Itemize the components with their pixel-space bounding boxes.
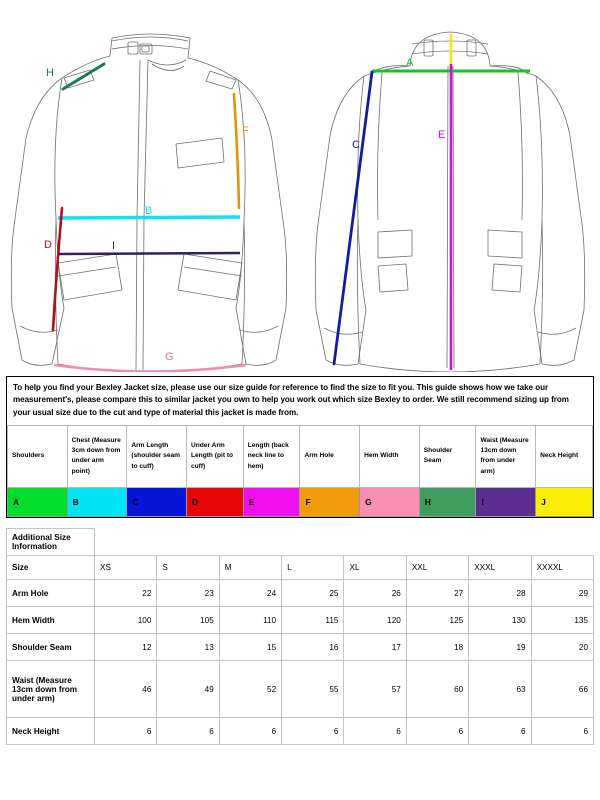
size-label: Size <box>7 556 95 580</box>
cell-value: 57 <box>344 661 406 718</box>
front-marker-B <box>58 205 240 218</box>
front-marker-F <box>234 94 249 208</box>
front-marker-F-label: F <box>242 125 249 137</box>
cell-value: 6 <box>95 718 157 745</box>
additional-size-table <box>6 528 594 745</box>
cell-value: 66 <box>531 661 593 718</box>
legend-header-A: Shoulders <box>8 425 68 487</box>
cell-value: 23 <box>157 580 219 607</box>
cell-value: 6 <box>282 718 344 745</box>
size-m: M <box>219 556 281 580</box>
guide-intro-text: To help you find your Bexley Jacket size, please use our size guide for reference to find the size to fit you. This guide shows how we take our measurement's, please compare this to similar jacket you own to help you work out which size Bexley to order. We still recommend sizing up from your usual size due to the cut and type of material this jacket is made from. <box>13 383 569 417</box>
legend-swatch-D: D <box>186 487 243 516</box>
front-marker-D-label: D <box>44 239 52 251</box>
cell-value: 6 <box>406 718 468 745</box>
title-blank-8 <box>531 529 593 556</box>
cell-value: 6 <box>344 718 406 745</box>
size-s: S <box>157 556 219 580</box>
additional-title: Additional Size Information <box>7 529 95 556</box>
legend-swatch-B: B <box>67 487 127 516</box>
title-blank-3 <box>219 529 281 556</box>
cell-value: 6 <box>219 718 281 745</box>
cell-value: 130 <box>469 607 531 634</box>
cell-value: 115 <box>282 607 344 634</box>
cell-value: 46 <box>95 661 157 718</box>
title-blank-1 <box>95 529 157 556</box>
back-marker-A-label: A <box>406 57 414 69</box>
additional-size-information <box>6 528 594 745</box>
legend-swatch-I: I <box>476 487 536 516</box>
cell-value: 16 <box>282 634 344 661</box>
cell-value: 6 <box>157 718 219 745</box>
cell-value: 13 <box>157 634 219 661</box>
legend-swatch-G: G <box>360 487 420 516</box>
table-row <box>7 661 594 718</box>
cell-value: 27 <box>406 580 468 607</box>
cell-value: 52 <box>219 661 281 718</box>
row-label: Arm Hole <box>7 580 95 607</box>
cell-value: 55 <box>282 661 344 718</box>
back-marker-C <box>334 72 372 364</box>
size-xs: XS <box>95 556 157 580</box>
legend-header-F: Arm Hole <box>300 425 360 487</box>
size-xxxxl: XXXXL <box>531 556 593 580</box>
title-blank-2 <box>157 529 219 556</box>
legend-swatch-A: A <box>8 487 68 516</box>
legend-header-row <box>8 425 593 487</box>
cell-value: 25 <box>282 580 344 607</box>
legend-table <box>7 425 593 517</box>
cell-value: 15 <box>219 634 281 661</box>
title-blank-5 <box>344 529 406 556</box>
size-xxxl: XXXL <box>469 556 531 580</box>
cell-value: 19 <box>469 634 531 661</box>
legend-header-B: Chest (Measure 3cm down from under arm point) <box>67 425 127 487</box>
jacket-front-diagram <box>0 8 300 372</box>
legend-swatch-row <box>8 487 593 516</box>
legend-header-E: Length (back neck line to hem) <box>243 425 300 487</box>
legend-swatch-H: H <box>419 487 476 516</box>
back-marker-E <box>438 64 451 370</box>
size-xxl: XXL <box>406 556 468 580</box>
legend-header-I: Waist (Measure 13cm down from under arm) <box>476 425 536 487</box>
front-marker-G-label: G <box>165 351 174 363</box>
front-marker-H <box>46 64 104 89</box>
legend-header-C: Arm Length (shoulder seam to cuff) <box>127 425 187 487</box>
cell-value: 18 <box>406 634 468 661</box>
front-marker-G <box>54 351 246 372</box>
legend-swatch-C: C <box>127 487 187 516</box>
cell-value: 29 <box>531 580 593 607</box>
jacket-back-diagram <box>300 8 600 372</box>
size-xl: XL <box>344 556 406 580</box>
additional-title-row <box>7 529 594 556</box>
cell-value: 49 <box>157 661 219 718</box>
front-marker-B-label: B <box>145 205 153 217</box>
table-row <box>7 607 594 634</box>
legend-header-H: Shoulder Seam <box>419 425 476 487</box>
cell-value: 125 <box>406 607 468 634</box>
legend-header-J: Neck Height <box>536 425 593 487</box>
front-marker-H-label: H <box>46 67 54 79</box>
legend-swatch-F: F <box>300 487 360 516</box>
table-row <box>7 634 594 661</box>
cell-value: 28 <box>469 580 531 607</box>
cell-value: 60 <box>406 661 468 718</box>
title-blank-7 <box>469 529 531 556</box>
cell-value: 26 <box>344 580 406 607</box>
cell-value: 6 <box>469 718 531 745</box>
back-marker-E-label: E <box>438 129 446 141</box>
row-label: Hem Width <box>7 607 95 634</box>
row-label: Waist (Measure 13cm down from under arm) <box>7 661 95 718</box>
legend-swatch-E: E <box>243 487 300 516</box>
table-row <box>7 718 594 745</box>
size-guide-box <box>6 376 594 518</box>
cell-value: 17 <box>344 634 406 661</box>
cell-value: 24 <box>219 580 281 607</box>
size-l: L <box>282 556 344 580</box>
size-header-row <box>7 556 594 580</box>
title-blank-4 <box>282 529 344 556</box>
cell-value: 12 <box>95 634 157 661</box>
back-marker-C-label: C <box>352 139 360 151</box>
legend-header-G: Hem Width <box>360 425 420 487</box>
row-label: Neck Height <box>7 718 95 745</box>
front-marker-I <box>58 240 240 254</box>
legend-swatch-J: J <box>536 487 593 516</box>
cell-value: 63 <box>469 661 531 718</box>
cell-value: 105 <box>157 607 219 634</box>
cell-value: 22 <box>95 580 157 607</box>
cell-value: 120 <box>344 607 406 634</box>
cell-value: 20 <box>531 634 593 661</box>
row-label: Shoulder Seam <box>7 634 95 661</box>
table-row <box>7 580 594 607</box>
cell-value: 135 <box>531 607 593 634</box>
front-marker-I-label: I <box>112 240 116 252</box>
legend-header-D: Under Arm Length (pit to cuff) <box>186 425 243 487</box>
cell-value: 110 <box>219 607 281 634</box>
cell-value: 100 <box>95 607 157 634</box>
cell-value: 6 <box>531 718 593 745</box>
jacket-diagrams <box>0 0 600 372</box>
title-blank-6 <box>406 529 468 556</box>
